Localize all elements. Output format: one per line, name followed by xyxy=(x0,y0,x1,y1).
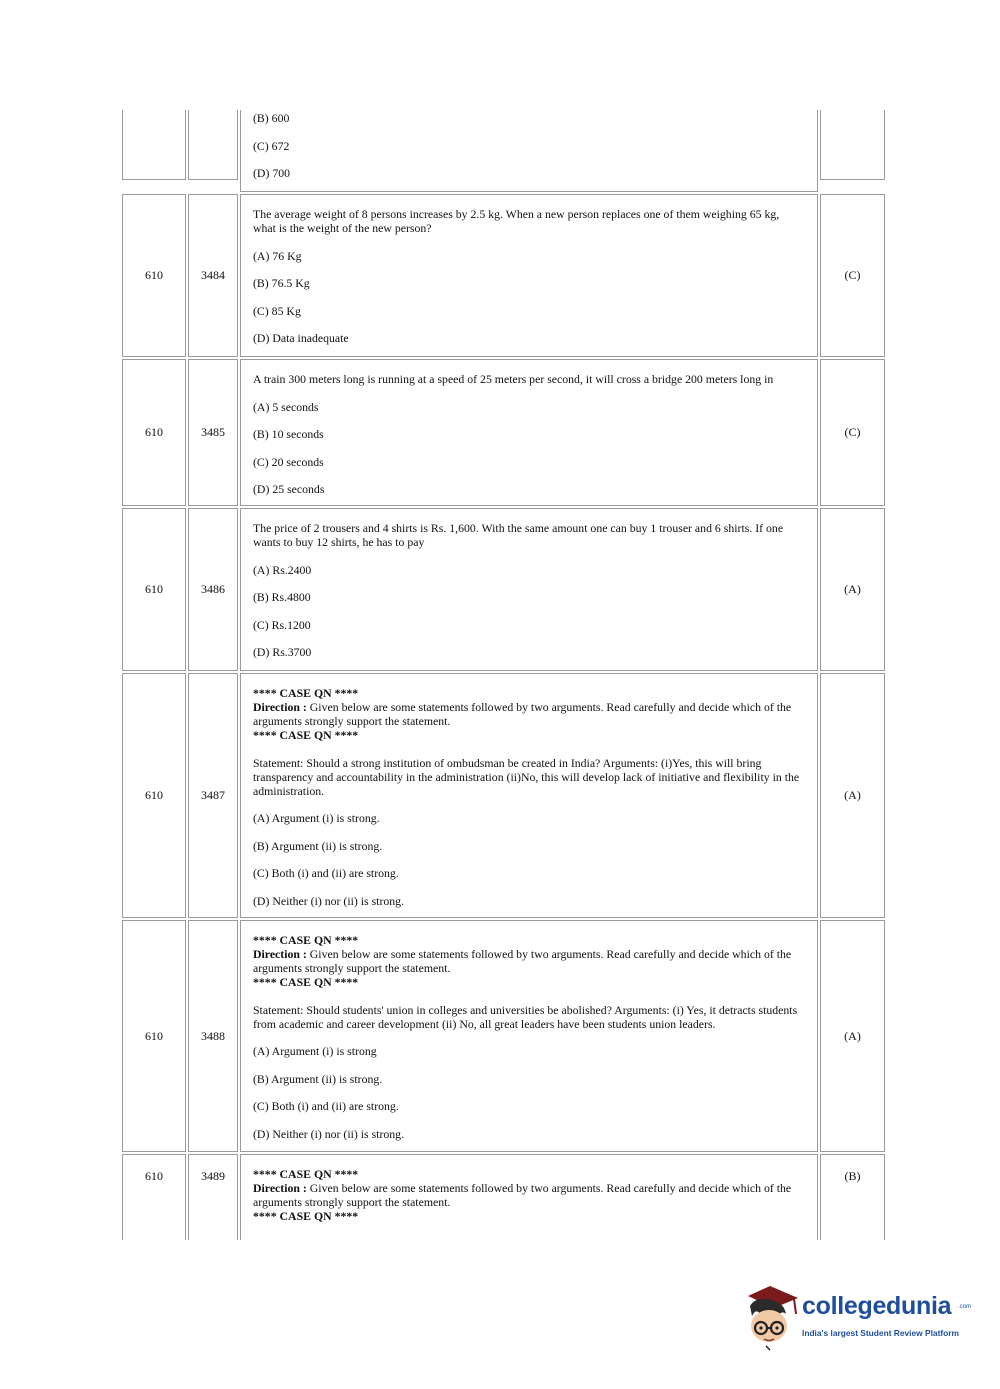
option: (C) 20 seconds xyxy=(253,454,324,469)
direction-text: Given below are some statements followed by two arguments. Read carefully and decide which of the arguments strongly support the statement. xyxy=(253,700,792,728)
option: (D) Neither (i) nor (ii) is strong. xyxy=(253,1126,405,1141)
answer-cell: (A) xyxy=(820,508,885,671)
direction-text: Given below are some statements followed by two arguments. Read carefully and decide which of the arguments strongly support the statement. xyxy=(253,1181,792,1209)
question-cell xyxy=(240,194,818,357)
qno-cell: 3486 xyxy=(188,508,238,671)
answer-cell: (A) xyxy=(820,673,885,918)
case-footer: **** CASE QN **** xyxy=(253,728,359,742)
question-cell xyxy=(240,110,818,192)
question-cell xyxy=(240,673,818,918)
option: (C) 672 xyxy=(253,138,290,153)
option: (A) 76 Kg xyxy=(253,248,302,263)
mascot-icon xyxy=(740,1282,800,1352)
brand-name: collegedunia xyxy=(802,1292,952,1320)
question-text: Statement: Should a strong institution of ombudsman be created in India? Arguments: (i)Yes, this will bring transparency and accountability in the administration (ii)No, this will develop lack of initiative and flexibility in the administration. xyxy=(253,755,800,798)
option: (D) 25 seconds xyxy=(253,482,325,496)
answer-cell: (B) xyxy=(820,1154,885,1240)
option: (B) Rs.4800 xyxy=(253,590,311,604)
qno-cell: 3487 xyxy=(188,673,238,918)
question-cell xyxy=(240,508,818,671)
case-block xyxy=(253,1167,805,1223)
collegedunia-logo xyxy=(740,1280,970,1360)
option: (D) Data inadequate xyxy=(253,331,349,345)
code-cell: 610 xyxy=(122,1154,186,1240)
case-header: **** CASE QN **** xyxy=(253,686,359,700)
brand-tagline: India's largest Student Review Platform xyxy=(802,1328,959,1338)
option: (D) 700 xyxy=(253,166,291,180)
direction-label: Direction : xyxy=(253,947,307,961)
brand-suffix: .com xyxy=(958,1304,972,1310)
question-text: A train 300 meters long is running at a speed of 25 meters per second, it will cross a bridge 200 meters long in xyxy=(253,372,774,386)
answer-cell: (A) xyxy=(820,920,885,1152)
direction-label: Direction : xyxy=(253,700,307,714)
qno-cell: 3488 xyxy=(188,920,238,1152)
case-block xyxy=(253,686,805,742)
direction-label: Direction : xyxy=(253,1181,307,1195)
qno-cell: 3489 xyxy=(188,1154,238,1240)
option: (B) 10 seconds xyxy=(253,427,324,441)
qno-cell: 3484 xyxy=(188,194,238,357)
option: (C) Both (i) and (ii) are strong. xyxy=(253,1099,399,1113)
option: (A) Argument (i) is strong xyxy=(253,1044,377,1058)
answer-cell: (C) xyxy=(820,359,885,506)
qno-cell xyxy=(188,110,238,180)
option: (C) 85 Kg xyxy=(253,303,301,318)
question-text: The price of 2 trousers and 4 shirts is Rs. 1,600. With the same amount one can buy 1 trouser and 6 shirts. If one wants to buy 12 shirts, he has to pay xyxy=(253,521,784,549)
question-text: Statement: Should students' union in colleges and universities be abolished? Arguments: (i) Yes, it detracts students from academic and career development (ii) No, all great leaders have been students union leaders. xyxy=(253,1002,798,1031)
option: (C) Rs.1200 xyxy=(253,617,311,632)
option: (A) Rs.2400 xyxy=(253,562,312,577)
option: (B) Argument (ii) is strong. xyxy=(253,838,383,853)
code-cell: 610 xyxy=(122,920,186,1152)
option: (B) 76.5 Kg xyxy=(253,276,310,290)
question-cell xyxy=(240,920,818,1152)
question-table xyxy=(122,110,886,1240)
case-header: **** CASE QN **** xyxy=(253,933,359,947)
code-cell xyxy=(122,110,186,180)
option: (B) 600 xyxy=(253,111,290,125)
code-cell: 610 xyxy=(122,359,186,506)
case-footer: **** CASE QN **** xyxy=(253,975,359,989)
option: (B) Argument (ii) is strong. xyxy=(253,1071,383,1086)
case-header: **** CASE QN **** xyxy=(253,1167,359,1181)
answer-cell: (C) xyxy=(820,194,885,357)
option: (A) Argument (i) is strong. xyxy=(253,811,380,825)
answer-cell xyxy=(820,110,885,180)
option: (A) 5 seconds xyxy=(253,399,319,414)
direction-text: Given below are some statements followed by two arguments. Read carefully and decide which of the arguments strongly support the statement. xyxy=(253,947,792,975)
case-footer: **** CASE QN **** xyxy=(253,1209,359,1223)
option: (D) Neither (i) nor (ii) is strong. xyxy=(253,893,405,908)
qno-cell: 3485 xyxy=(188,359,238,506)
code-cell: 610 xyxy=(122,508,186,671)
question-cell xyxy=(240,1154,818,1240)
code-cell: 610 xyxy=(122,194,186,357)
case-block xyxy=(253,933,805,989)
option: (C) Both (i) and (ii) are strong. xyxy=(253,866,399,880)
question-cell xyxy=(240,359,818,506)
question-text: The average weight of 8 persons increases by 2.5 kg. When a new person replaces one of them weighing 65 kg, what is the weight of the new person? xyxy=(253,207,780,235)
code-cell: 610 xyxy=(122,673,186,918)
option: (D) Rs.3700 xyxy=(253,645,312,659)
